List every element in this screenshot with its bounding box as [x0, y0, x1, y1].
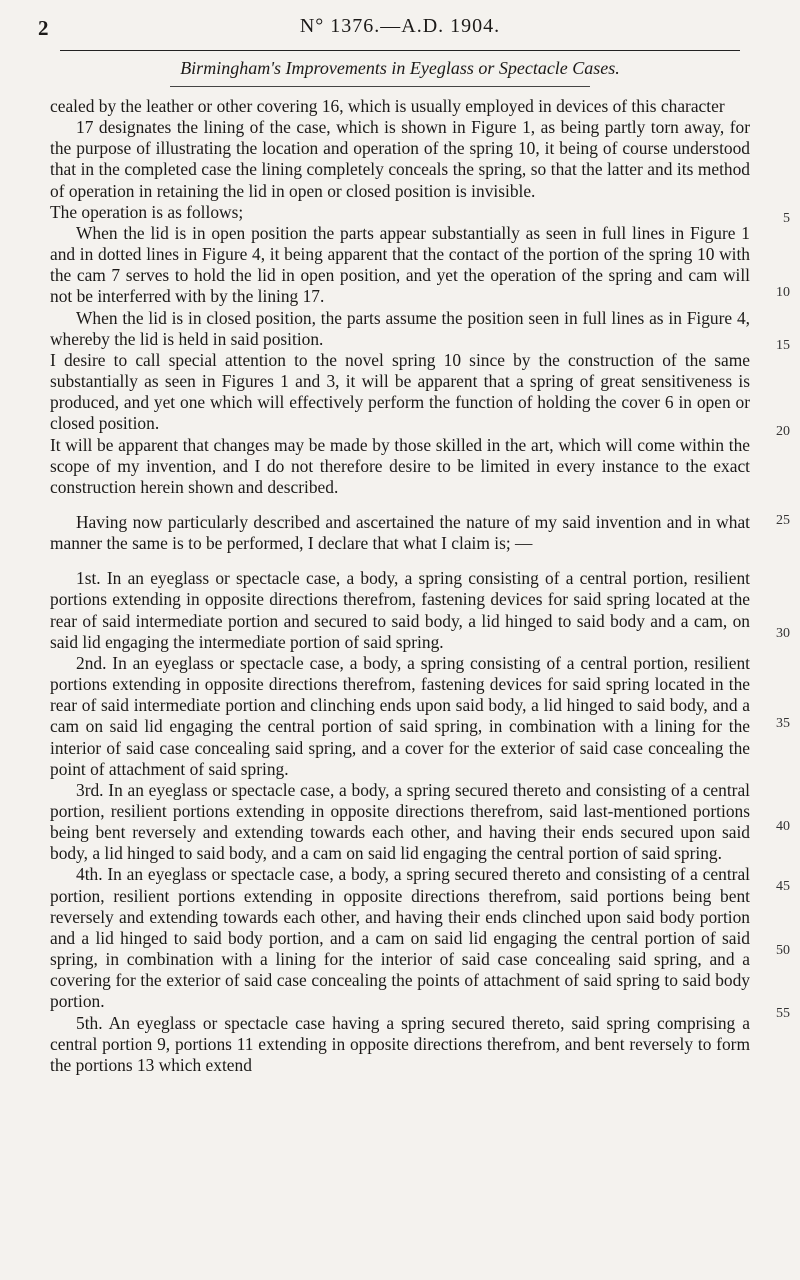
- paragraph: It will be apparent that changes may be made by those skilled in the art, which will come within the scope of my invention, and I do not therefore desire to be limited in every instance to the exact construction herein shown and described.: [50, 434, 750, 497]
- margin-line-number: 45: [776, 879, 790, 895]
- margin-line-number: 50: [776, 943, 790, 959]
- body-text: [50, 96, 750, 1076]
- margin-line-number: 5: [783, 211, 790, 227]
- margin-line-number: 15: [776, 337, 790, 353]
- margin-line-number: 20: [776, 423, 790, 439]
- paragraph: 17 designates the lining of the case, which is shown in Figure 1, as being partly torn away, for the purpose of illustrating the location and operation of the spring 10, it being of course understood that in the completed case the lining completely conceals the spring, so that the latter and its method of operation in retaining the lid in open or closed position is invisible.: [50, 117, 750, 201]
- paragraph: 2nd. In an eyeglass or spectacle case, a body, a spring consisting of a central portion, resilient portions extending in opposite directions therefrom, fastening devices for said spring located in the rear of said intermediate portion and clinching ends upon said body, a lid hinged to said body, and a cam on said lid engaging the central portion of said spring, in combination with a lining for the interior of said case concealing said spring, and a cover for the exterior of said case concealing the point of attachment of said spring.: [50, 652, 750, 779]
- paragraph: 3rd. In an eyeglass or spectacle case, a body, a spring secured thereto and consisting of a central portion, resilient portions extending in opposite directions therefrom, said last-mentioned portions being bent reversely and extending towards each other, and having their ends secured upon said body, a lid hinged to said body, and a cam on said lid engaging the central portion of said spring.: [50, 779, 750, 864]
- paragraph: I desire to call special attention to the novel spring 10 since by the construction of the same substantially as seen in Figures 1 and 3, it will be apparent that a spring of great sensitiveness is produced, and yet one which will effectively perform the function of holding the cover 6 in open or closed position.: [50, 349, 750, 434]
- paragraph: 1st. In an eyeglass or spectacle case, a body, a spring consisting of a central portion, resilient portions extending in opposite directions therefrom, fastening devices for said spring located at the rear of said intermediate portion and secured to said body, a lid hinged to said body and a cam, on said lid engaging the intermediate portion of said spring.: [50, 568, 750, 652]
- margin-line-number: 40: [776, 819, 790, 835]
- margin-line-number: 55: [776, 1006, 790, 1022]
- paragraph: Having now particularly described and ascertained the nature of my said invention and in what manner the same is to be performed, I declare that what I claim is; —: [50, 511, 750, 554]
- margin-line-number: 35: [776, 715, 790, 731]
- running-title: Birmingham's Improvements in Eyeglass or Spectacle Cases.: [180, 58, 620, 78]
- paragraph: cealed by the leather or other covering 16, which is usually employed in devices of this character: [50, 96, 725, 116]
- page-number: 2: [38, 16, 49, 40]
- header-rule: [60, 50, 740, 51]
- patent-header-title: N° 1376.—A.D. 1904.: [299, 15, 501, 37]
- paragraph: The operation is as follows;: [50, 201, 244, 222]
- paragraph: When the lid is in closed position, the parts assume the position seen in full lines as in Figure 4, whereby the lid is held in said position.: [50, 307, 750, 349]
- title-underline: [170, 86, 590, 87]
- paragraph: When the lid is in open position the parts appear substantially as seen in full lines in Figure 1 and in dotted lines in Figure 4, it being apparent that the contact of the portion of the spring 10 with the cam 7 serves to hold the lid in open position, and yet the operation of the spring and cam will not be interferred with by the lining 17.: [50, 222, 750, 307]
- margin-line-number: 30: [776, 625, 790, 641]
- paragraph: 5th. An eyeglass or spectacle case having a spring secured thereto, said spring comprising a central portion 9, portions 11 extending in opposite directions therefrom, and bent reversely to form the portions 13 which extend: [50, 1012, 750, 1075]
- margin-line-number: 25: [776, 513, 790, 529]
- margin-line-number: 10: [776, 285, 790, 301]
- paragraph: 4th. In an eyeglass or spectacle case, a body, a spring secured thereto and consisting of a central portion, resilient portions extending in opposite directions therefrom, said portions being bent reversely and extending towards each other, and having their ends clinched upon said body portion and a lid hinged to said body portion, and a cam on said lid engaging the central portion of said spring, in combination with a lining for the interior of said case concealing said spring, and a covering for the exterior of said case concealing the points of attachment of said spring to said body portion.: [50, 864, 750, 1012]
